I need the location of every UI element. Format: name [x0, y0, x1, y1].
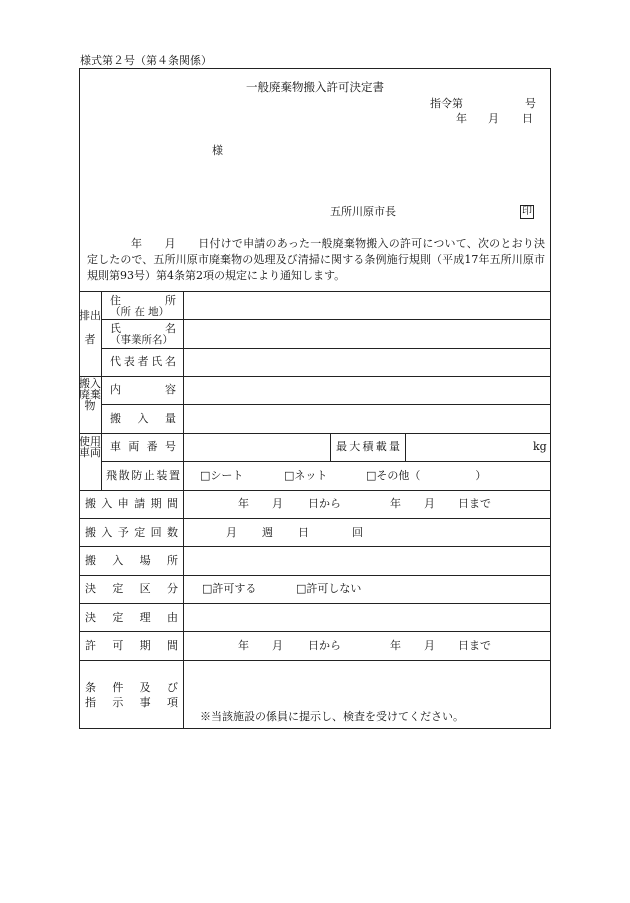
seal-mark: 印 [522, 206, 532, 217]
name-sub-label: （事業所名） [110, 334, 173, 346]
count-week: 週 [262, 526, 273, 539]
max-load-unit: kg [533, 440, 547, 453]
option-sheet[interactable]: □シート [200, 469, 244, 482]
form-number-label: 様式第２号（第４条関係） [80, 54, 212, 67]
notice-body-text: 年 月 日付けで申請のあった一般廃棄物搬入の許可について、次のとおり決定したので、五所川原市廃棄物の処理及び清掃に関する条例施行規則（平成17年五所川原市規則第93号）第4条第2項の規定により通知します。 [87, 237, 545, 282]
order-number-suffix: 号 [525, 97, 536, 110]
date-year: 年 [456, 112, 467, 125]
scatter-prevention-label: 飛散防止装置 [106, 469, 180, 482]
apply-to-day: 日まで [458, 497, 491, 510]
vehicle-number-label: 車両番号 [110, 440, 176, 453]
group-label-discharger: 排出者 [79, 309, 101, 346]
date-day: 日 [522, 112, 533, 125]
apply-from-day: 日から [308, 497, 341, 510]
option-net[interactable]: □ネット [284, 469, 328, 482]
permit-from-month: 月 [272, 639, 283, 652]
form-frame [79, 68, 551, 729]
conditions-label-line1: 条件及び [85, 681, 178, 694]
permit-to-year: 年 [390, 639, 401, 652]
decision-label: 決定区分 [85, 582, 178, 595]
content-label: 内 容 [110, 383, 176, 396]
decision-reason-label: 決定理由 [85, 611, 178, 624]
count-day: 日 [298, 526, 309, 539]
planned-count-label: 搬入予定回数 [85, 526, 178, 539]
conditions-label-line2: 指示事項 [85, 696, 178, 709]
option-permit[interactable]: □許可する [202, 582, 257, 595]
address-sub-label: （所 在 地） [110, 306, 170, 318]
permit-to-day: 日まで [458, 639, 491, 652]
document-title: 一般廃棄物搬入許可決定書 [246, 80, 384, 94]
addressee-suffix: 様 [212, 144, 223, 157]
order-number-prefix: 指令第 [430, 97, 463, 110]
amount-label: 搬入量 [110, 412, 176, 425]
delivery-place-label: 搬入場所 [85, 554, 178, 567]
address-label: 住 所 [110, 294, 176, 307]
option-other[interactable]: □その他（ ） [366, 469, 487, 482]
apply-from-year: 年 [238, 497, 249, 510]
count-times: 回 [352, 526, 363, 539]
date-month: 月 [488, 112, 499, 125]
permit-from-year: 年 [238, 639, 249, 652]
representative-label: 代表者氏名 [110, 355, 176, 368]
name-label: 氏 名 [110, 322, 176, 335]
issuer-name: 五所川原市長 [330, 205, 396, 218]
group-label-waste: 搬入廃棄物 [79, 377, 101, 412]
max-load-label: 最大積載量 [336, 440, 400, 453]
apply-to-year: 年 [390, 497, 401, 510]
apply-from-month: 月 [272, 497, 283, 510]
apply-period-label: 搬入申請期間 [85, 497, 178, 510]
group-label-vehicle: 使用車両 [79, 435, 101, 459]
apply-to-month: 月 [424, 497, 435, 510]
conditions-note: ※当該施設の係員に提示し、検査を受けてください。 [200, 710, 464, 723]
count-month: 月 [226, 526, 237, 539]
permit-from-day: 日から [308, 639, 341, 652]
permit-to-month: 月 [424, 639, 435, 652]
option-not-permit[interactable]: □許可しない [296, 582, 362, 595]
permit-period-label: 許可期間 [85, 639, 178, 652]
